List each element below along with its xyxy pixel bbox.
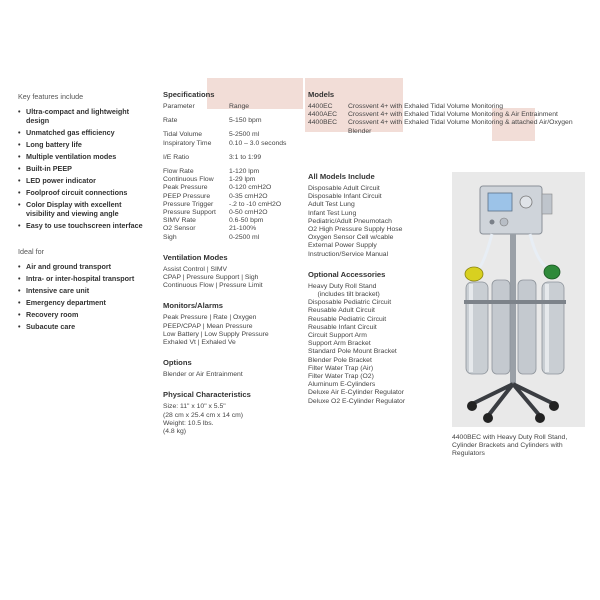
list-item: Adult Test Lung bbox=[308, 201, 355, 209]
table-row: O2 Sensor 21-100% bbox=[163, 225, 257, 233]
list-item: • Ultra-compact and lightweight design bbox=[18, 107, 148, 125]
ventilation-modes-title: Ventilation Modes bbox=[163, 252, 228, 262]
optional-accessories-title: Optional Accessories bbox=[308, 269, 386, 279]
list-item: Disposable Pediatric Circuit bbox=[308, 299, 392, 307]
models-column bbox=[308, 90, 590, 136]
list-item: Deluxe Air E-Cylinder Regulator bbox=[308, 389, 404, 397]
table-row: PEEP Pressure 0-35 cmH2O bbox=[163, 192, 268, 200]
list-item: Disposable Infant Circuit bbox=[308, 193, 382, 201]
list-item: • Multiple ventilation modes bbox=[18, 152, 148, 161]
list-item: • Recovery room bbox=[18, 310, 148, 319]
key-features-list bbox=[18, 107, 148, 230]
ventilator-cart-illustration bbox=[452, 172, 585, 427]
list-item: Infant Test Lung bbox=[308, 209, 357, 217]
specifications-column bbox=[163, 90, 303, 436]
product-photo bbox=[452, 172, 585, 427]
list-item: Heavy Duty Roll Stand bbox=[308, 282, 377, 290]
physical-characteristics-title: Physical Characteristics bbox=[163, 390, 251, 400]
list-item: Filter Water Trap (O2) bbox=[308, 373, 374, 381]
list-item: Deluxe O2 E-Cylinder Regulator bbox=[308, 397, 406, 405]
list-item: Reusable Adult Circuit bbox=[308, 307, 375, 315]
list-item: 4400EC Crossvent 4+ with Exhaled Tidal Volume Monitoring bbox=[308, 103, 504, 110]
list-item: • Emergency department bbox=[18, 298, 148, 307]
list-item: (4.8 kg) bbox=[163, 428, 187, 436]
list-item: • Unmatched gas efficiency bbox=[18, 128, 148, 137]
list-item: • Built-in PEEP bbox=[18, 164, 148, 173]
list-item: Reusable Pediatric Circuit bbox=[308, 315, 387, 323]
list-item: Peak Pressure | Rate | Oxygen bbox=[163, 314, 257, 322]
list-item: (28 cm x 25.4 cm x 14 cm) bbox=[163, 411, 244, 419]
key-features-heading: Key features include bbox=[18, 92, 84, 101]
list-item: Support Arm Bracket bbox=[308, 340, 371, 348]
list-item: • Subacute care bbox=[18, 322, 148, 331]
table-row: Continuous Flow 1-29 lpm bbox=[163, 176, 256, 184]
list-item: CPAP | Pressure Support | Sigh bbox=[163, 274, 259, 282]
left-column bbox=[18, 92, 148, 334]
list-item: Circuit Support Arm bbox=[308, 332, 367, 340]
table-row: Inspiratory Time 0.10 – 3.0 seconds bbox=[163, 139, 287, 147]
list-item: Reusable Infant Circuit bbox=[308, 323, 377, 331]
table-row: Pressure Trigger -.2 to -10 cmH2O bbox=[163, 200, 282, 208]
list-item: Exhaled Vt | Exhaled Ve bbox=[163, 339, 236, 347]
list-item: Blender or Air Entrainment bbox=[163, 371, 243, 379]
list-item: PEEP/CPAP | Mean Pressure bbox=[163, 322, 253, 330]
list-item: • LED power indicator bbox=[18, 176, 148, 185]
list-item: O2 High Pressure Supply Hose bbox=[308, 226, 403, 234]
list-item: External Power Supply bbox=[308, 242, 377, 250]
list-item: Filter Water Trap (Air) bbox=[308, 364, 374, 372]
monitors-alarms-title: Monitors/Alarms bbox=[163, 301, 223, 311]
list-item: Pediatric/Adult Pneumotach bbox=[308, 217, 392, 225]
table-row: Sigh 0-2500 ml bbox=[163, 233, 260, 241]
table-row: Pressure Support 0-50 cmH2O bbox=[163, 209, 268, 217]
list-item: Aluminum E-Cylinders bbox=[308, 381, 376, 389]
list-item: Oxygen Sensor Cell w/cable bbox=[308, 234, 394, 242]
photo-caption: 4400BEC with Heavy Duty Roll Stand, Cylinder Brackets and Cylinders with Regulators bbox=[452, 434, 568, 458]
list-item: Blender Pole Bracket bbox=[308, 356, 372, 364]
list-item: • Intensive care unit bbox=[18, 286, 148, 295]
table-row: I/E Ratio 3:1 to 1:99 bbox=[163, 153, 262, 161]
list-item: • Color Display with excellent visibility and viewing angle bbox=[18, 200, 148, 218]
ideal-for-heading: Ideal for bbox=[18, 247, 44, 256]
ideal-for-list bbox=[18, 262, 148, 331]
list-item: 4400AEC Crossvent 4+ with Exhaled Tidal Volume Monitoring & Air Entrainment bbox=[308, 111, 558, 119]
all-models-title: All Models Include bbox=[308, 172, 375, 181]
list-item: Weight: 10.5 lbs. bbox=[163, 419, 214, 427]
all-models-column bbox=[308, 172, 448, 406]
list-item: Assist Control | SIMV bbox=[163, 265, 228, 273]
table-row: Peak Pressure 0-120 cmH2O bbox=[163, 184, 272, 192]
list-item: Continuous Flow | Pressure Limit bbox=[163, 282, 263, 290]
list-item: • Air and ground transport bbox=[18, 262, 148, 271]
list-item: Size: 11" x 10" x 5.5" bbox=[163, 403, 226, 411]
list-item: Instruction/Service Manual bbox=[308, 250, 389, 258]
list-item: • Foolproof circuit connections bbox=[18, 188, 148, 197]
spec-header-row: Parameter Range bbox=[163, 103, 250, 110]
list-item: Disposable Adult Circuit bbox=[308, 185, 380, 192]
options-title: Options bbox=[163, 358, 192, 368]
specifications-title: Specifications bbox=[163, 90, 215, 99]
list-item: Standard Pole Mount Bracket bbox=[308, 348, 397, 356]
list-item: • Easy to use touchscreen interface bbox=[18, 221, 148, 230]
list-item: Low Battery | Low Supply Pressure bbox=[163, 330, 269, 338]
table-row: Tidal Volume 5-2500 ml bbox=[163, 131, 260, 139]
list-item: • Long battery life bbox=[18, 140, 148, 149]
table-row: Flow Rate 1-120 lpm bbox=[163, 168, 260, 176]
table-row: SIMV Rate 0.6-50 bpm bbox=[163, 217, 264, 225]
models-title: Models bbox=[308, 90, 335, 99]
list-item: • Intra- or inter-hospital transport bbox=[18, 274, 148, 283]
table-row: Rate 5-150 bpm bbox=[163, 117, 262, 125]
list-item: 4400BEC Crossvent 4+ with Exhaled Tidal Volume Monitoring & attached Air/Oxygen Blender bbox=[308, 119, 573, 135]
list-item: (includes tilt bracket) bbox=[308, 291, 380, 299]
